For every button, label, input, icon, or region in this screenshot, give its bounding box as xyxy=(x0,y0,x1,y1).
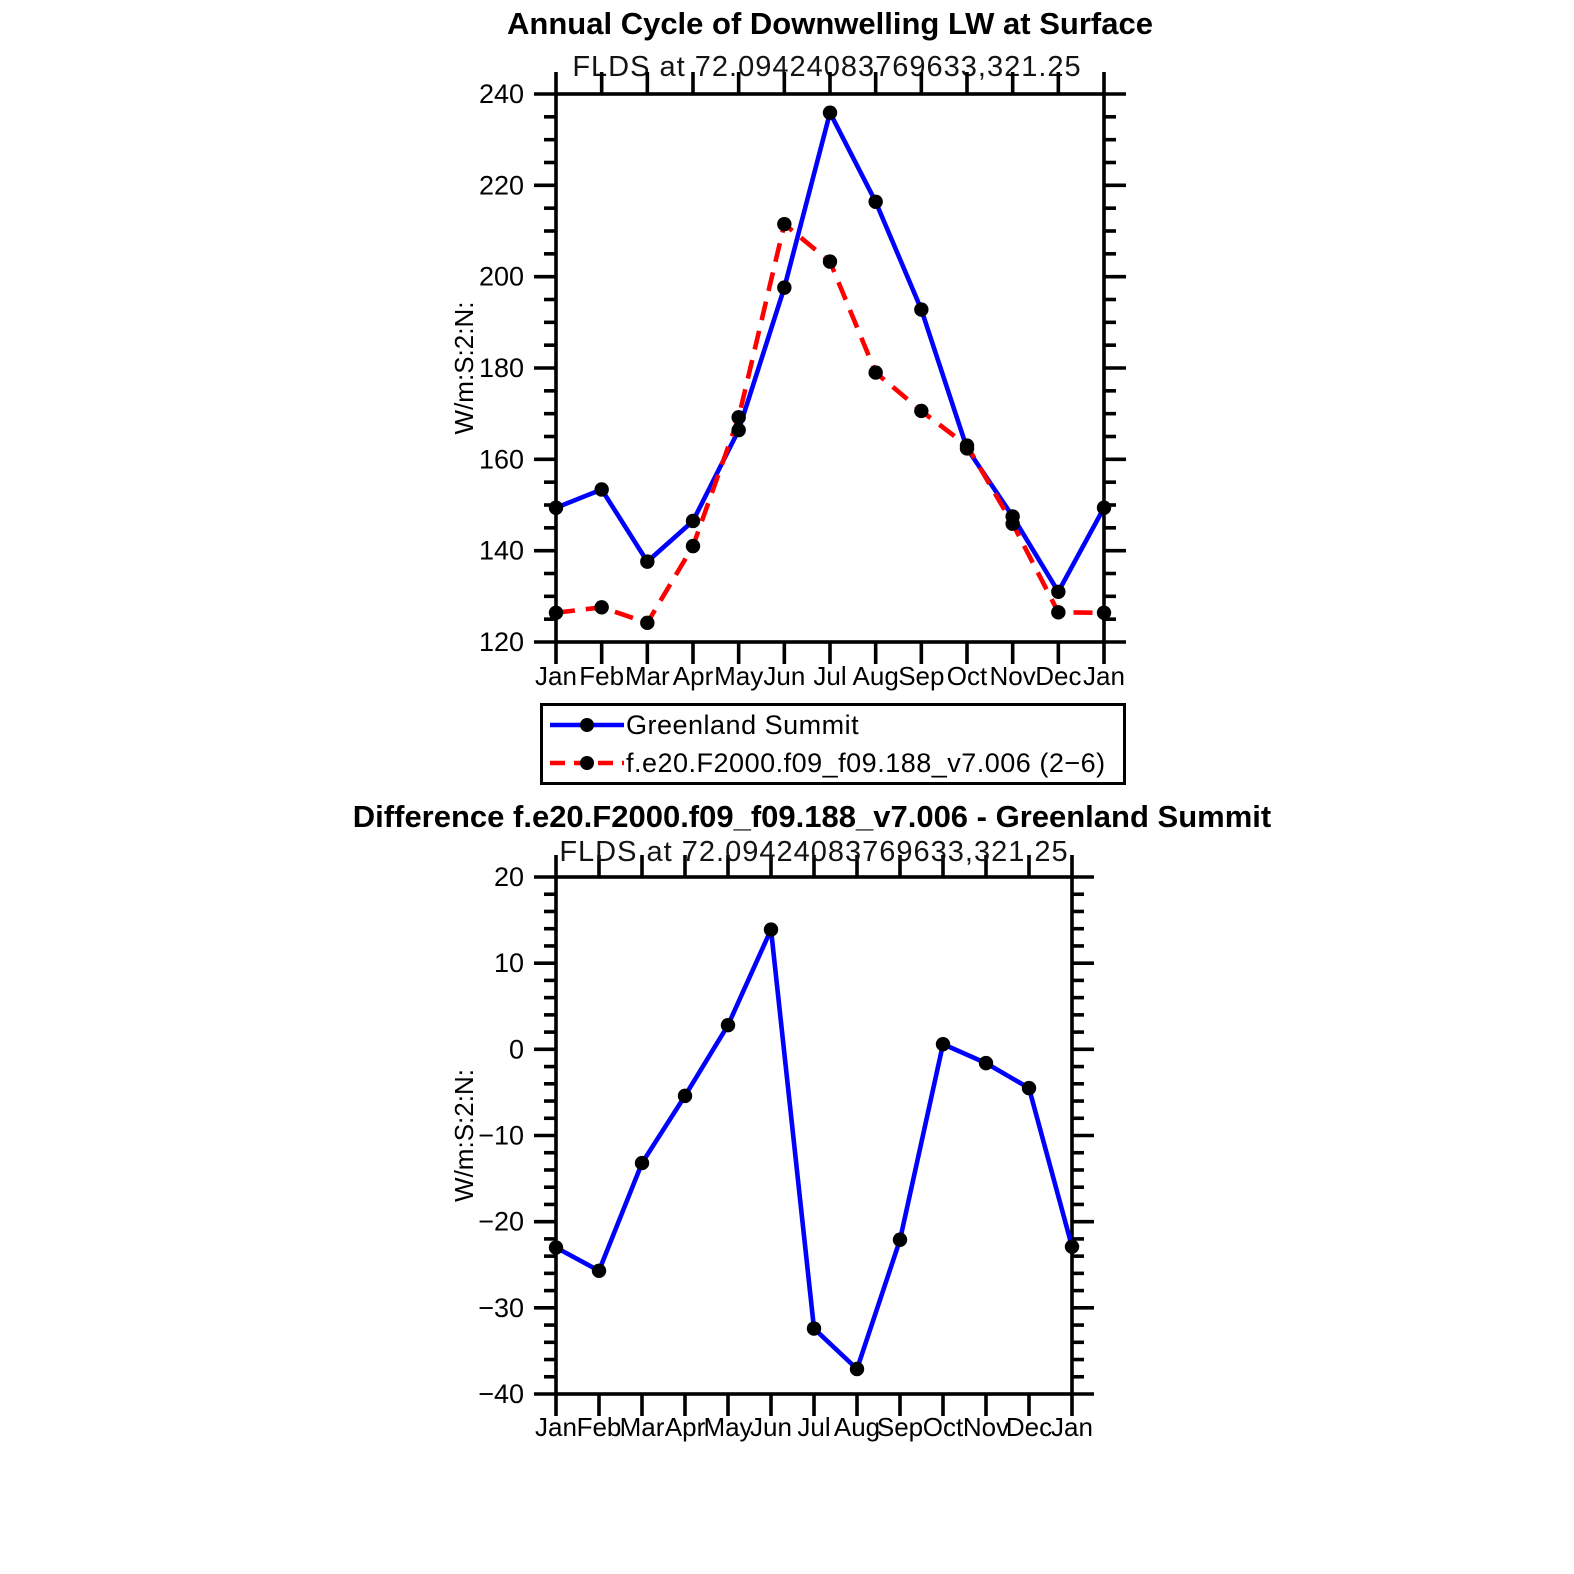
chart-1-ytick-label: 10 xyxy=(493,948,524,979)
chart-1-month-label: Jun xyxy=(750,1412,792,1442)
chart-1-series-0-marker xyxy=(936,1037,950,1051)
legend-box xyxy=(540,703,1126,785)
chart-0-series-1-marker xyxy=(640,616,654,630)
bottom-chart-subtitle: FLDS at 72.09424083769633,321.25 xyxy=(559,836,1069,868)
chart-0-series-1-marker xyxy=(1005,517,1019,531)
chart-1-ytick-label: −30 xyxy=(478,1292,524,1323)
chart-0-frame xyxy=(556,94,1104,642)
chart-0-month-label: Jan xyxy=(1083,661,1125,691)
chart-0-month-label: Aug xyxy=(852,661,899,691)
chart-0-series-1-marker xyxy=(1051,605,1065,619)
chart-0-series-0-marker xyxy=(686,514,700,528)
chart-1-month-label: Apr xyxy=(664,1412,706,1442)
chart-1-series-0-marker xyxy=(1065,1239,1079,1253)
chart-0-series-0-marker xyxy=(549,501,563,515)
chart-0-series-0-marker xyxy=(777,280,791,294)
legend-marker-dot xyxy=(580,718,594,732)
chart-0-ytick-label: 180 xyxy=(478,353,524,383)
chart-0-month-label: Mar xyxy=(624,661,670,691)
chart-0-month-label: Oct xyxy=(946,661,988,691)
chart-1-y-axis-title: W/m:S:2:N: xyxy=(449,1069,479,1202)
legend-marker-dot xyxy=(580,756,594,770)
chart-1-ytick-label: −40 xyxy=(478,1379,524,1409)
chart-1-month-label: Mar xyxy=(619,1412,665,1442)
chart-1-ytick-label: −10 xyxy=(478,1120,524,1151)
chart-1-series-0-marker xyxy=(721,1018,735,1032)
chart-0-month-label: Dec xyxy=(1035,661,1082,691)
chart-0-month-label: Jun xyxy=(763,661,806,691)
chart-0-series-line-0 xyxy=(556,113,1104,592)
chart-1-month-label: Oct xyxy=(922,1412,964,1442)
chart-1-series-0-marker xyxy=(592,1264,606,1278)
legend-entry-model-run xyxy=(543,745,1123,781)
legend-label-model-run: f.e20.F2000.f09_f09.188_v7.006 (2−6) xyxy=(626,747,1106,778)
chart-0-month-label: Sep xyxy=(898,661,945,691)
chart-1-ytick-label: 0 xyxy=(508,1034,524,1065)
chart-0-ytick-label: 160 xyxy=(478,444,524,475)
chart-0-month-label: Apr xyxy=(672,661,714,691)
chart-0-series-1-marker xyxy=(1097,606,1111,620)
chart-0-series-0-marker xyxy=(868,195,882,209)
chart-1-month-label: Aug xyxy=(833,1412,881,1442)
chart-0-series-0-marker xyxy=(594,482,608,496)
chart-1-month-label: May xyxy=(703,1412,753,1442)
chart-1-month-label: Dec xyxy=(1005,1412,1053,1442)
chart-1-month-label: Sep xyxy=(876,1412,924,1442)
chart-1-ytick-label: −20 xyxy=(478,1206,524,1237)
chart-0-series-0-marker xyxy=(1097,501,1111,515)
chart-0-series-1-marker xyxy=(731,410,745,424)
chart-0-series-line-1 xyxy=(556,224,1104,623)
chart-1-series-0-marker xyxy=(678,1089,692,1103)
chart-1-series-0-marker xyxy=(635,1156,649,1170)
chart-0-series-1-marker xyxy=(777,217,791,231)
chart-0-month-label: Nov xyxy=(989,661,1036,691)
chart-0-month-label: May xyxy=(714,661,764,691)
chart-1-ytick-label: 20 xyxy=(493,862,524,892)
legend-entry-greenland-summit xyxy=(543,707,1123,743)
chart-1-month-label: Jan xyxy=(1051,1412,1093,1442)
chart-0-month-label: Jul xyxy=(813,661,847,691)
chart-0-series-0-marker xyxy=(914,302,928,316)
chart-0-ytick-label: 200 xyxy=(478,261,524,292)
chart-0-ytick-label: 220 xyxy=(478,170,524,201)
legend-label-greenland-summit: Greenland Summit xyxy=(626,709,860,740)
chart-0-month-label: Feb xyxy=(579,661,625,691)
chart-1-series-0-marker xyxy=(893,1233,907,1247)
chart-0-series-1-marker xyxy=(960,438,974,452)
chart-1-series-0-marker xyxy=(1022,1081,1036,1095)
chart-1-month-label: Jan xyxy=(535,1412,577,1442)
chart-1-series-0-marker xyxy=(549,1240,563,1254)
chart-1-month-label: Feb xyxy=(576,1412,622,1442)
chart-0-month-label: Jan xyxy=(535,661,577,691)
chart-0-ytick-label: 240 xyxy=(478,79,524,109)
chart-1-month-label: Jul xyxy=(797,1412,831,1442)
chart-1-series-line-0 xyxy=(556,930,1072,1369)
bottom-chart-title: Difference f.e20.F2000.f09_f09.188_v7.006 - Greenland Summit xyxy=(352,799,1272,834)
chart-1-series-0-marker xyxy=(807,1321,821,1335)
chart-0-series-1-marker xyxy=(823,254,837,268)
chart-0-series-1-marker xyxy=(594,600,608,614)
chart-1-series-0-marker xyxy=(979,1056,993,1070)
chart-0-series-1-marker xyxy=(914,404,928,418)
chart-1-series-0-marker xyxy=(850,1362,864,1376)
legend-line-sample-blue-solid xyxy=(548,713,626,737)
legend-line-sample-red-dashed xyxy=(548,751,626,775)
chart-0-ytick-label: 140 xyxy=(478,535,524,566)
chart-1-month-label: Nov xyxy=(962,1412,1010,1442)
chart-0-series-0-marker xyxy=(1051,585,1065,599)
chart-0-series-0-marker xyxy=(731,423,745,437)
chart-0-series-1-marker xyxy=(686,539,700,553)
chart-0-series-1-marker xyxy=(549,606,563,620)
chart-0-y-axis-title: W/m:S:2:N: xyxy=(449,301,479,435)
top-chart-subtitle: FLDS at 72.09424083769633,321.25 xyxy=(572,51,1082,83)
top-chart-title: Annual Cycle of Downwelling LW at Surface xyxy=(507,6,1153,41)
chart-0-ytick-label: 120 xyxy=(478,627,524,657)
chart-0-series-1-marker xyxy=(868,365,882,379)
chart-0-series-0-marker xyxy=(640,554,654,568)
chart-1-series-0-marker xyxy=(764,922,778,936)
chart-0-series-0-marker xyxy=(823,106,837,120)
